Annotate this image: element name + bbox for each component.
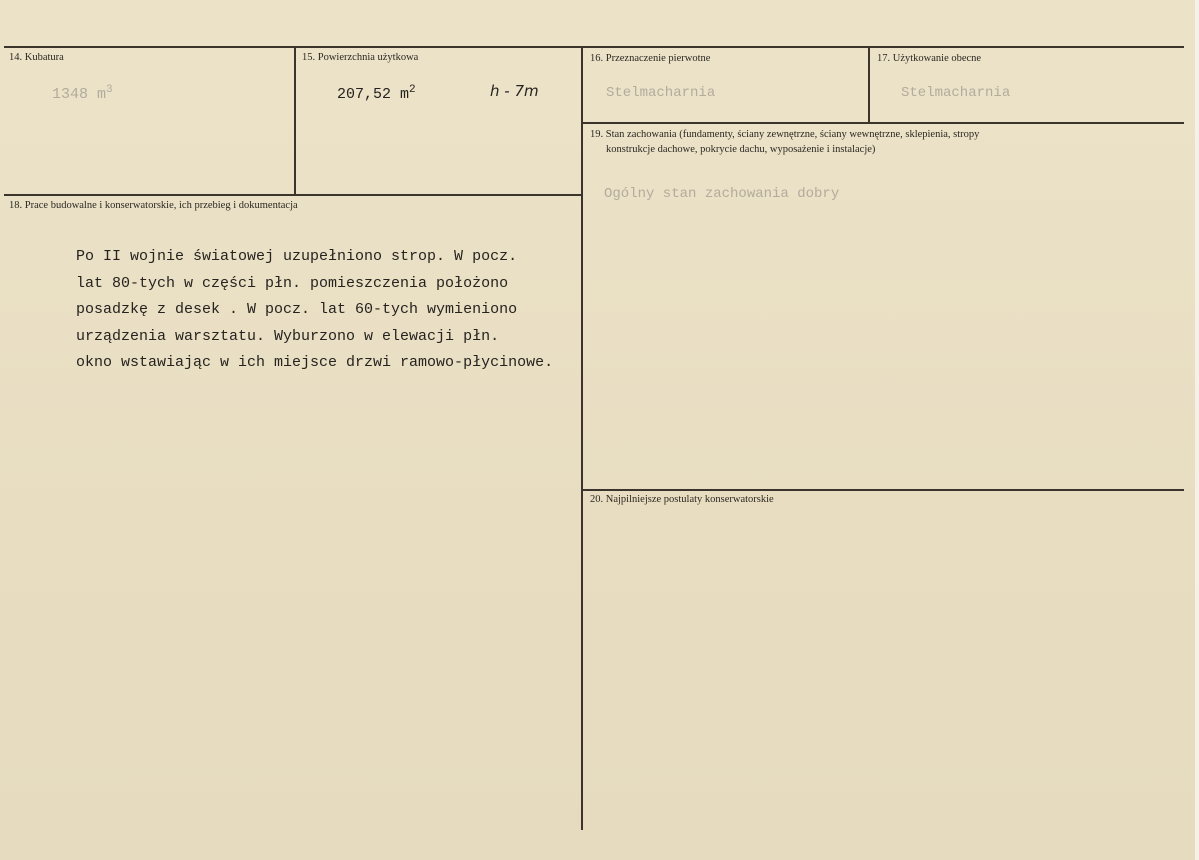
stan-value: Ogólny stan zachowania dobry	[604, 186, 840, 202]
card-top-margin	[0, 0, 1199, 46]
rule-above-field20	[583, 489, 1184, 491]
uzytkowanie-value: Stelmacharnia	[901, 85, 1011, 101]
stan-label-line2: konstrukcje dachowe, pokrycie dachu, wyposażenie i instalacje)	[606, 144, 876, 155]
prace-text	[76, 244, 553, 377]
divider-16-17	[868, 46, 870, 122]
postulaty-label: 20. Najpilniejsze postulaty konserwatorskie	[590, 494, 774, 505]
prace-line: urządzenia warsztatu. Wyburzono w elewacji płn.	[76, 327, 500, 345]
kubatura-number: 1348 m	[52, 86, 107, 103]
prace-line: okno wstawiając w ich miejsce drzwi ramowo-płycinowe.	[76, 354, 554, 371]
powierzchnia-value	[337, 84, 416, 103]
rule-under-row1-left	[4, 194, 583, 196]
card-edge	[1195, 0, 1199, 860]
prace-line: Po II wojnie światowej uzupełniono strop. W pocz.	[76, 248, 518, 265]
prace-label: 18. Prace budowalne i konserwatorskie, ich przebieg i dokumentacja	[9, 200, 298, 211]
prace-line: posadzkę z desek . W pocz. lat 60-tych wymieniono	[76, 301, 518, 318]
przeznaczenie-value: Stelmacharnia	[606, 85, 716, 101]
powierzchnia-number: 207,52 m	[337, 86, 410, 103]
divider-main	[581, 46, 583, 830]
height-note: h - 7m	[490, 82, 539, 100]
kubatura-label: 14. Kubatura	[9, 52, 64, 63]
uzytkowanie-label: 17. Użytkowanie obecne	[877, 53, 982, 64]
stan-label-line1: 19. Stan zachowania (fundamenty, ściany zewnętrzne, ściany wewnętrzne, sklepienia, stropy	[590, 129, 980, 140]
rule-top	[4, 46, 1184, 48]
prace-line: lat 80-tych w części płn. pomieszczenia położono	[76, 274, 509, 292]
przeznaczenie-label: 16. Przeznaczenie pierwotne	[590, 53, 711, 64]
divider-14-15	[294, 46, 296, 194]
kubatura-value	[52, 84, 113, 103]
powierzchnia-exponent: 2	[409, 84, 416, 96]
rule-under-row1-right	[583, 122, 1184, 124]
powierzchnia-label: 15. Powierzchnia użytkowa	[302, 52, 419, 63]
kubatura-exponent: 3	[106, 84, 113, 96]
